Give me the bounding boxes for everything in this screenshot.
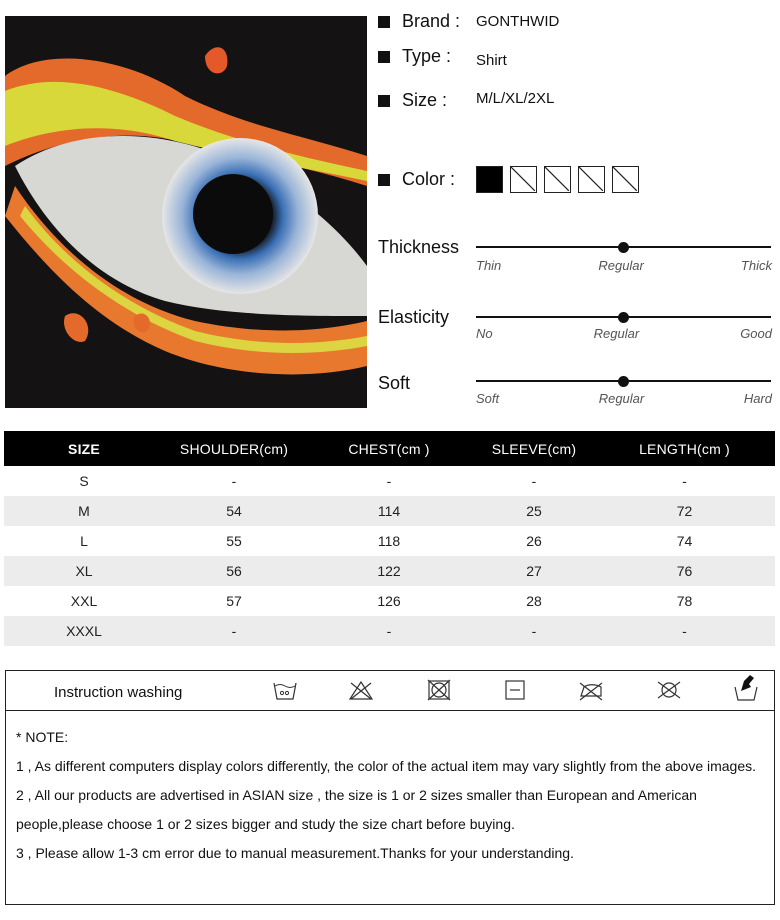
- scale-max: Thick: [740, 258, 772, 273]
- color-row: [378, 169, 455, 190]
- table-cell: 76: [594, 556, 775, 586]
- scale-min: No: [476, 326, 493, 341]
- brand-value: GONTHWID: [476, 13, 560, 30]
- size-value: M/L/XL/2XL: [476, 90, 555, 107]
- table-cell: -: [682, 473, 687, 489]
- brand-label: Brand :: [402, 11, 461, 31]
- table-cell: 54: [164, 496, 304, 526]
- do-not-tumble-dry-icon: [426, 677, 452, 703]
- size-row: [378, 90, 555, 111]
- size-chart-table: [4, 431, 775, 646]
- color-swatch-unavailable[interactable]: [544, 166, 571, 193]
- table-cell: XXXL: [4, 616, 164, 646]
- do-not-bleach-icon: [348, 677, 374, 703]
- elasticity-track: [476, 316, 771, 318]
- table-cell: -: [594, 616, 775, 646]
- wash-by-hand-icon: [732, 673, 760, 703]
- note-line: 3 , Please allow 1-3 cm error due to manual measurement.Thanks for your understanding.: [16, 845, 574, 861]
- column-header: SHOULDER(cm): [164, 431, 304, 466]
- color-swatch-unavailable[interactable]: [612, 166, 639, 193]
- product-image: [5, 16, 367, 408]
- column-header: CHEST(cm ): [304, 431, 474, 466]
- table-cell: 57: [226, 593, 242, 609]
- table-cell: 28: [526, 593, 542, 609]
- thickness-indicator: [618, 242, 629, 253]
- table-cell: 126: [377, 593, 401, 609]
- table-cell: 78: [676, 593, 693, 609]
- note-line: 2 , All our products are advertised in ASIAN size , the size is 1 or 2 sizes smaller than European and American people,please choose 1 or 2 sizes bigger and study the size chart before buying.: [16, 787, 697, 832]
- brand-row: [378, 11, 560, 32]
- eye-print-graphic: [5, 16, 367, 408]
- color-label: Color :: [402, 169, 456, 189]
- color-swatch-unavailable[interactable]: [578, 166, 605, 193]
- scale-min: Thin: [476, 258, 502, 273]
- column-header: SLEEVE(cm): [474, 431, 594, 466]
- soft-scale: [476, 391, 772, 406]
- table-row: [4, 616, 775, 646]
- washing-instructions: [5, 670, 775, 905]
- scale-max: Good: [740, 326, 772, 341]
- table-cell: 26: [526, 533, 542, 549]
- table-cell: XL: [4, 556, 164, 586]
- table-cell: -: [531, 473, 537, 489]
- table-cell: -: [164, 616, 304, 646]
- washing-header: [6, 671, 774, 711]
- table-cell: -: [474, 616, 594, 646]
- scale-max: Hard: [743, 391, 772, 406]
- note-line: 1 , As different computers display colors differently, the color of the actual item may vary slightly from the above images.: [16, 758, 757, 774]
- size-label: Size :: [402, 90, 448, 110]
- table-cell: 25: [474, 496, 594, 526]
- table-cell: 72: [594, 496, 775, 526]
- table-cell: 74: [676, 533, 693, 549]
- color-swatches: [476, 166, 639, 193]
- elasticity-indicator: [618, 312, 629, 323]
- color-swatch-unavailable[interactable]: [510, 166, 537, 193]
- soft-track: [476, 380, 771, 382]
- type-label: Type :: [402, 46, 452, 66]
- table-cell: -: [386, 473, 392, 489]
- bullet-icon: [378, 95, 390, 107]
- table-cell: 27: [474, 556, 594, 586]
- bullet-icon: [378, 16, 390, 28]
- notes-section: [16, 723, 770, 868]
- soft-label: Soft: [378, 373, 411, 393]
- notes-heading: * NOTE:: [16, 729, 69, 745]
- do-not-iron-icon: [578, 677, 604, 703]
- hand-wash-icon: [272, 677, 298, 703]
- thickness-scale: [476, 258, 772, 273]
- thickness-label: Thickness: [378, 237, 460, 257]
- do-not-dry-clean-icon: [656, 677, 682, 703]
- table-row: [4, 496, 775, 526]
- color-swatch-black[interactable]: [476, 166, 503, 193]
- table-row: [4, 556, 775, 586]
- scale-mid: Regular: [593, 326, 640, 341]
- dry-flat-icon: [502, 677, 528, 703]
- table-cell: M: [4, 496, 164, 526]
- column-header: LENGTH(cm ): [594, 431, 775, 466]
- table-cell: S: [79, 473, 89, 489]
- table-row: [4, 526, 775, 556]
- table-cell: 114: [304, 496, 474, 526]
- type-row: [378, 46, 507, 69]
- table-header-row: [4, 431, 775, 466]
- thickness-track: [476, 246, 771, 248]
- table-cell: 56: [164, 556, 304, 586]
- table-cell: 122: [304, 556, 474, 586]
- table-cell: 118: [377, 533, 401, 549]
- column-header: SIZE: [4, 431, 164, 466]
- washing-title: Instruction washing: [54, 684, 183, 701]
- scale-min: Soft: [476, 391, 500, 406]
- bullet-icon: [378, 51, 390, 63]
- table-cell: -: [231, 473, 237, 489]
- bullet-icon: [378, 174, 390, 186]
- scale-mid: Regular: [598, 391, 645, 406]
- table-row: [4, 586, 775, 616]
- table-cell: -: [304, 616, 474, 646]
- table-cell: XXL: [70, 593, 98, 609]
- elasticity-scale: [476, 326, 772, 341]
- table-cell: L: [80, 533, 88, 549]
- table-row: [4, 466, 775, 496]
- scale-mid: Regular: [598, 258, 644, 273]
- elasticity-label: Elasticity: [378, 307, 450, 327]
- soft-indicator: [618, 376, 629, 387]
- type-value: Shirt: [476, 52, 507, 69]
- table-cell: 55: [226, 533, 242, 549]
